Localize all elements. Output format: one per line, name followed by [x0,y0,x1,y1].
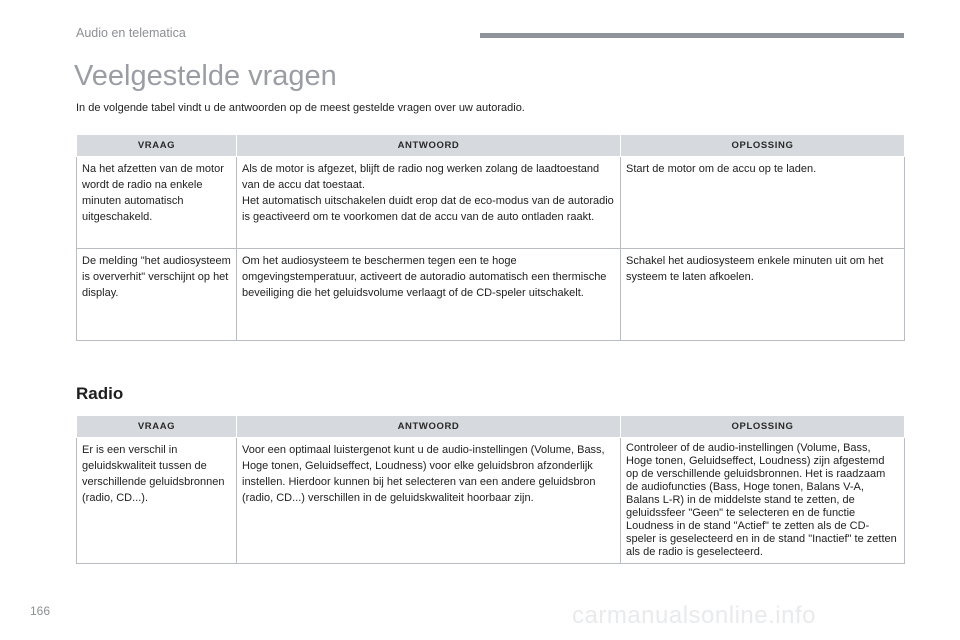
column-header-answer: ANTWOORD [237,135,621,157]
solution-cell: Start de motor om de accu op te laden. [621,157,905,249]
question-cell: De melding "het audiosysteem is oververhit" verschijnt op het display. [77,249,237,341]
watermark: carmanualsonline.info [572,602,816,629]
table-header-row [77,416,905,438]
section-label: Audio en telematica [76,26,186,40]
solution-cell: Schakel het audiosysteem enkele minuten uit om het systeem te laten afkoelen. [621,249,905,341]
section-divider-bar [480,33,904,38]
radio-table [76,415,905,564]
column-header-solution: OPLOSSING [621,416,905,438]
answer-cell: Als de motor is afgezet, blijft de radio nog werken zolang de laadtoestand van de accu dat toestaat. Het automatisch uitschakelen duidt erop dat de eco-modus van de autoradio is geactiveerd om te voorkomen dat de accu van de auto ontladen raakt. [237,157,621,249]
question-cell: Er is een verschil in geluidskwaliteit tussen de verschillende geluidsbronnen (radio, CD...). [77,438,237,564]
answer-cell: Om het audiosysteem te beschermen tegen een te hoge omgevingstemperatuur, activeert de autoradio automatisch een thermische beveiliging die het geluidsvolume verlaagt of de CD-speler uitschakelt. [237,249,621,341]
faq-table [76,134,905,341]
page-title: Veelgestelde vragen [74,60,337,92]
table-row [77,157,905,249]
question-cell: Na het afzetten van de motor wordt de radio na enkele minuten automatisch uitgeschakeld. [77,157,237,249]
column-header-solution: OPLOSSING [621,135,905,157]
solution-cell: Controleer of de audio-instellingen (Volume, Bass, Hoge tonen, Geluidseffect, Loudness) zijn afgestemd op de verschillende geluidsbronnen. Het is raadzaam de audiofuncties (Bass, Hoge tonen, Balans V-A, Balans L-R) in de middelste stand te zetten, de geluidssfeer "Geen" te selecteren en de functie Loudness in de stand "Actief" te zetten als de CD-speler is geselecteerd en in de stand "Inactief" te zetten als de radio is geselecteerd. [621,438,905,564]
column-header-question: VRAAG [77,135,237,157]
column-header-question: VRAAG [77,416,237,438]
radio-heading: Radio [76,384,124,403]
intro-text: In de volgende tabel vindt u de antwoorden op de meest gestelde vragen over uw autoradio. [76,102,525,114]
table-row [77,249,905,341]
table-header-row [77,135,905,157]
column-header-answer: ANTWOORD [237,416,621,438]
table-row [77,438,905,564]
answer-cell: Voor een optimaal luistergenot kunt u de audio-instellingen (Volume, Bass, Hoge tonen, Geluidseffect, Loudness) voor elke geluidsbron afzonderlijk instellen. Hierdoor kunnen bij het selecteren van een andere geluidsbron (radio, CD...) verschillen in de geluidskwaliteit hoorbaar zijn. [237,438,621,564]
page-number: 166 [30,604,51,618]
